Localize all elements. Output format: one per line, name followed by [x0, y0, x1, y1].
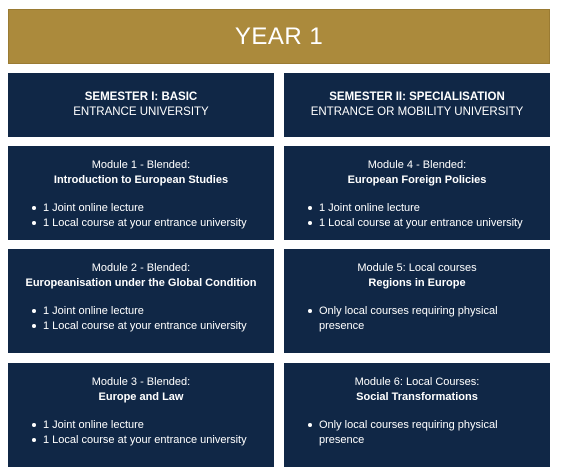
bullet-item: 1 Joint online lecture	[33, 304, 264, 319]
module-1-type: Module 1 - Blended:	[91, 159, 191, 171]
module-1-card	[8, 146, 274, 240]
module-5-name: Regions in Europe	[368, 276, 466, 289]
module-3-card	[8, 363, 274, 467]
module-2-bullets	[18, 304, 264, 333]
module-1-bullets	[18, 201, 264, 230]
module-6-card	[284, 363, 550, 467]
bullet-item: 1 Joint online lecture	[309, 201, 540, 216]
semester-2-header	[284, 73, 550, 137]
year-title: YEAR 1	[234, 22, 324, 50]
bullet-item: 1 Joint online lecture	[33, 201, 264, 216]
bullet-item: Only local courses requiring physical presence	[309, 304, 540, 333]
module-3-bullets	[18, 418, 264, 447]
bullet-item: 1 Local course at your entrance university	[33, 433, 264, 448]
semester-2-title: SEMESTER II: SPECIALISATION	[329, 91, 505, 103]
bullet-item: 1 Joint online lecture	[33, 418, 264, 433]
bullet-item: 1 Local course at your entrance university	[33, 216, 264, 231]
semester-2-subtitle: ENTRANCE OR MOBILITY UNIVERSITY	[310, 106, 524, 118]
semester-1-title: SEMESTER I: BASIC	[84, 91, 198, 103]
semester-1-subtitle: ENTRANCE UNIVERSITY	[73, 106, 209, 118]
module-3-type: Module 3 - Blended:	[91, 376, 191, 388]
module-2-name: Europeanisation under the Global Condition	[25, 276, 257, 289]
year-banner	[8, 9, 550, 64]
bullet-item: Only local courses requiring physical presence	[309, 418, 540, 447]
module-5-card	[284, 249, 550, 353]
module-6-name: Social Transformations	[356, 390, 478, 403]
module-4-type: Module 4 - Blended:	[367, 159, 467, 171]
module-5-type: Module 5: Local courses	[357, 262, 477, 274]
module-2-type: Module 2 - Blended:	[91, 262, 191, 274]
module-6-bullets	[294, 418, 540, 447]
module-5-bullets	[294, 304, 540, 333]
module-2-card	[8, 249, 274, 353]
semester-1-header	[8, 73, 274, 137]
bullet-item: 1 Local course at your entrance university	[309, 216, 540, 231]
module-1-name: Introduction to European Studies	[53, 173, 229, 186]
module-4-card	[284, 146, 550, 240]
module-6-type: Module 6: Local Courses:	[354, 376, 480, 388]
module-4-name: European Foreign Policies	[347, 173, 487, 186]
bullet-item: 1 Local course at your entrance university	[33, 319, 264, 334]
module-4-bullets	[294, 201, 540, 230]
module-3-name: Europe and Law	[98, 390, 184, 403]
